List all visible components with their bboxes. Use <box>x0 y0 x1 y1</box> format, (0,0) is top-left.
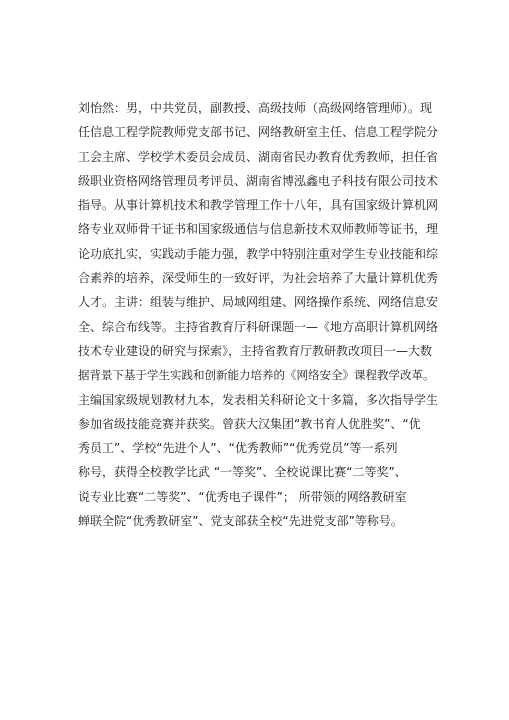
text-line-7: 论功底扎实，实践动手能力强，教学中特别注重对学生专业技能和综 <box>78 246 439 261</box>
text-line-1: 刘怡然：男，中共党员，副教授、高级技师（高级网络管理师）。现 <box>78 101 433 115</box>
text-line-14: 参加省级技能竞赛并获奖。曾获大汉集团“教书育人优胜奖”、“优 <box>78 416 421 431</box>
text-line-13: 主编国家级规划教材九本，发表相关科研论文十多篇，多次指导学生 <box>78 392 439 407</box>
text-line-10: 全、综合布线等。主持省教育厅科研课题一—《地方高职计算机网络 <box>78 319 439 334</box>
text-line-6: 络专业双师骨干证书和国家级通信与信息新技术双师教师等证书，理 <box>78 222 439 237</box>
text-line-8: 合素养的培养，深受师生的一致好评，为社会培养了大量计算机优秀 <box>78 271 439 286</box>
text-line-5: 指导。从事计算机技术和教学管理工作十八年，具有国家级计算机网 <box>78 198 439 213</box>
text-line-18: 蝉联全院“优秀教研室”、党支部获全校“先进党支部”等称号。 <box>78 514 403 529</box>
text-line-12: 据背景下基于学生实践和创新能力培养的《网络安全》课程教学改革。 <box>78 368 435 383</box>
text-line-9: 人才。主讲：组装与维护、局域网组建、网络操作系统、网络信息安 <box>78 295 439 310</box>
text-line-4: 级职业资格网络管理员考评员、湖南省博泓鑫电子科技有限公司技术 <box>78 173 439 188</box>
text-line-11: 技术专业建设的研究与探索》，主持省教育厅教研教改项目一—大数 <box>78 343 433 358</box>
text-line-17: 说专业比赛“二等奖”、“优秀电子课件”； 所带领的网络教研室 <box>78 489 407 504</box>
text-line-15: 秀员工”、学校“先进个人”、“优秀教师”“优秀党员”等一系列 <box>78 441 398 456</box>
text-line-3: 工会主席、学校学术委员会成员、湖南省民办教育优秀教师，担任省 <box>78 149 439 164</box>
text-line-2: 任信息工程学院教师党支部书记、网络教研室主任、信息工程学院分 <box>78 125 439 140</box>
text-line-16: 称号，获得全校教学比武 “一等奖”、全校说课比赛“二等奖”、 <box>78 465 407 480</box>
biography-paragraph <box>78 96 438 533</box>
